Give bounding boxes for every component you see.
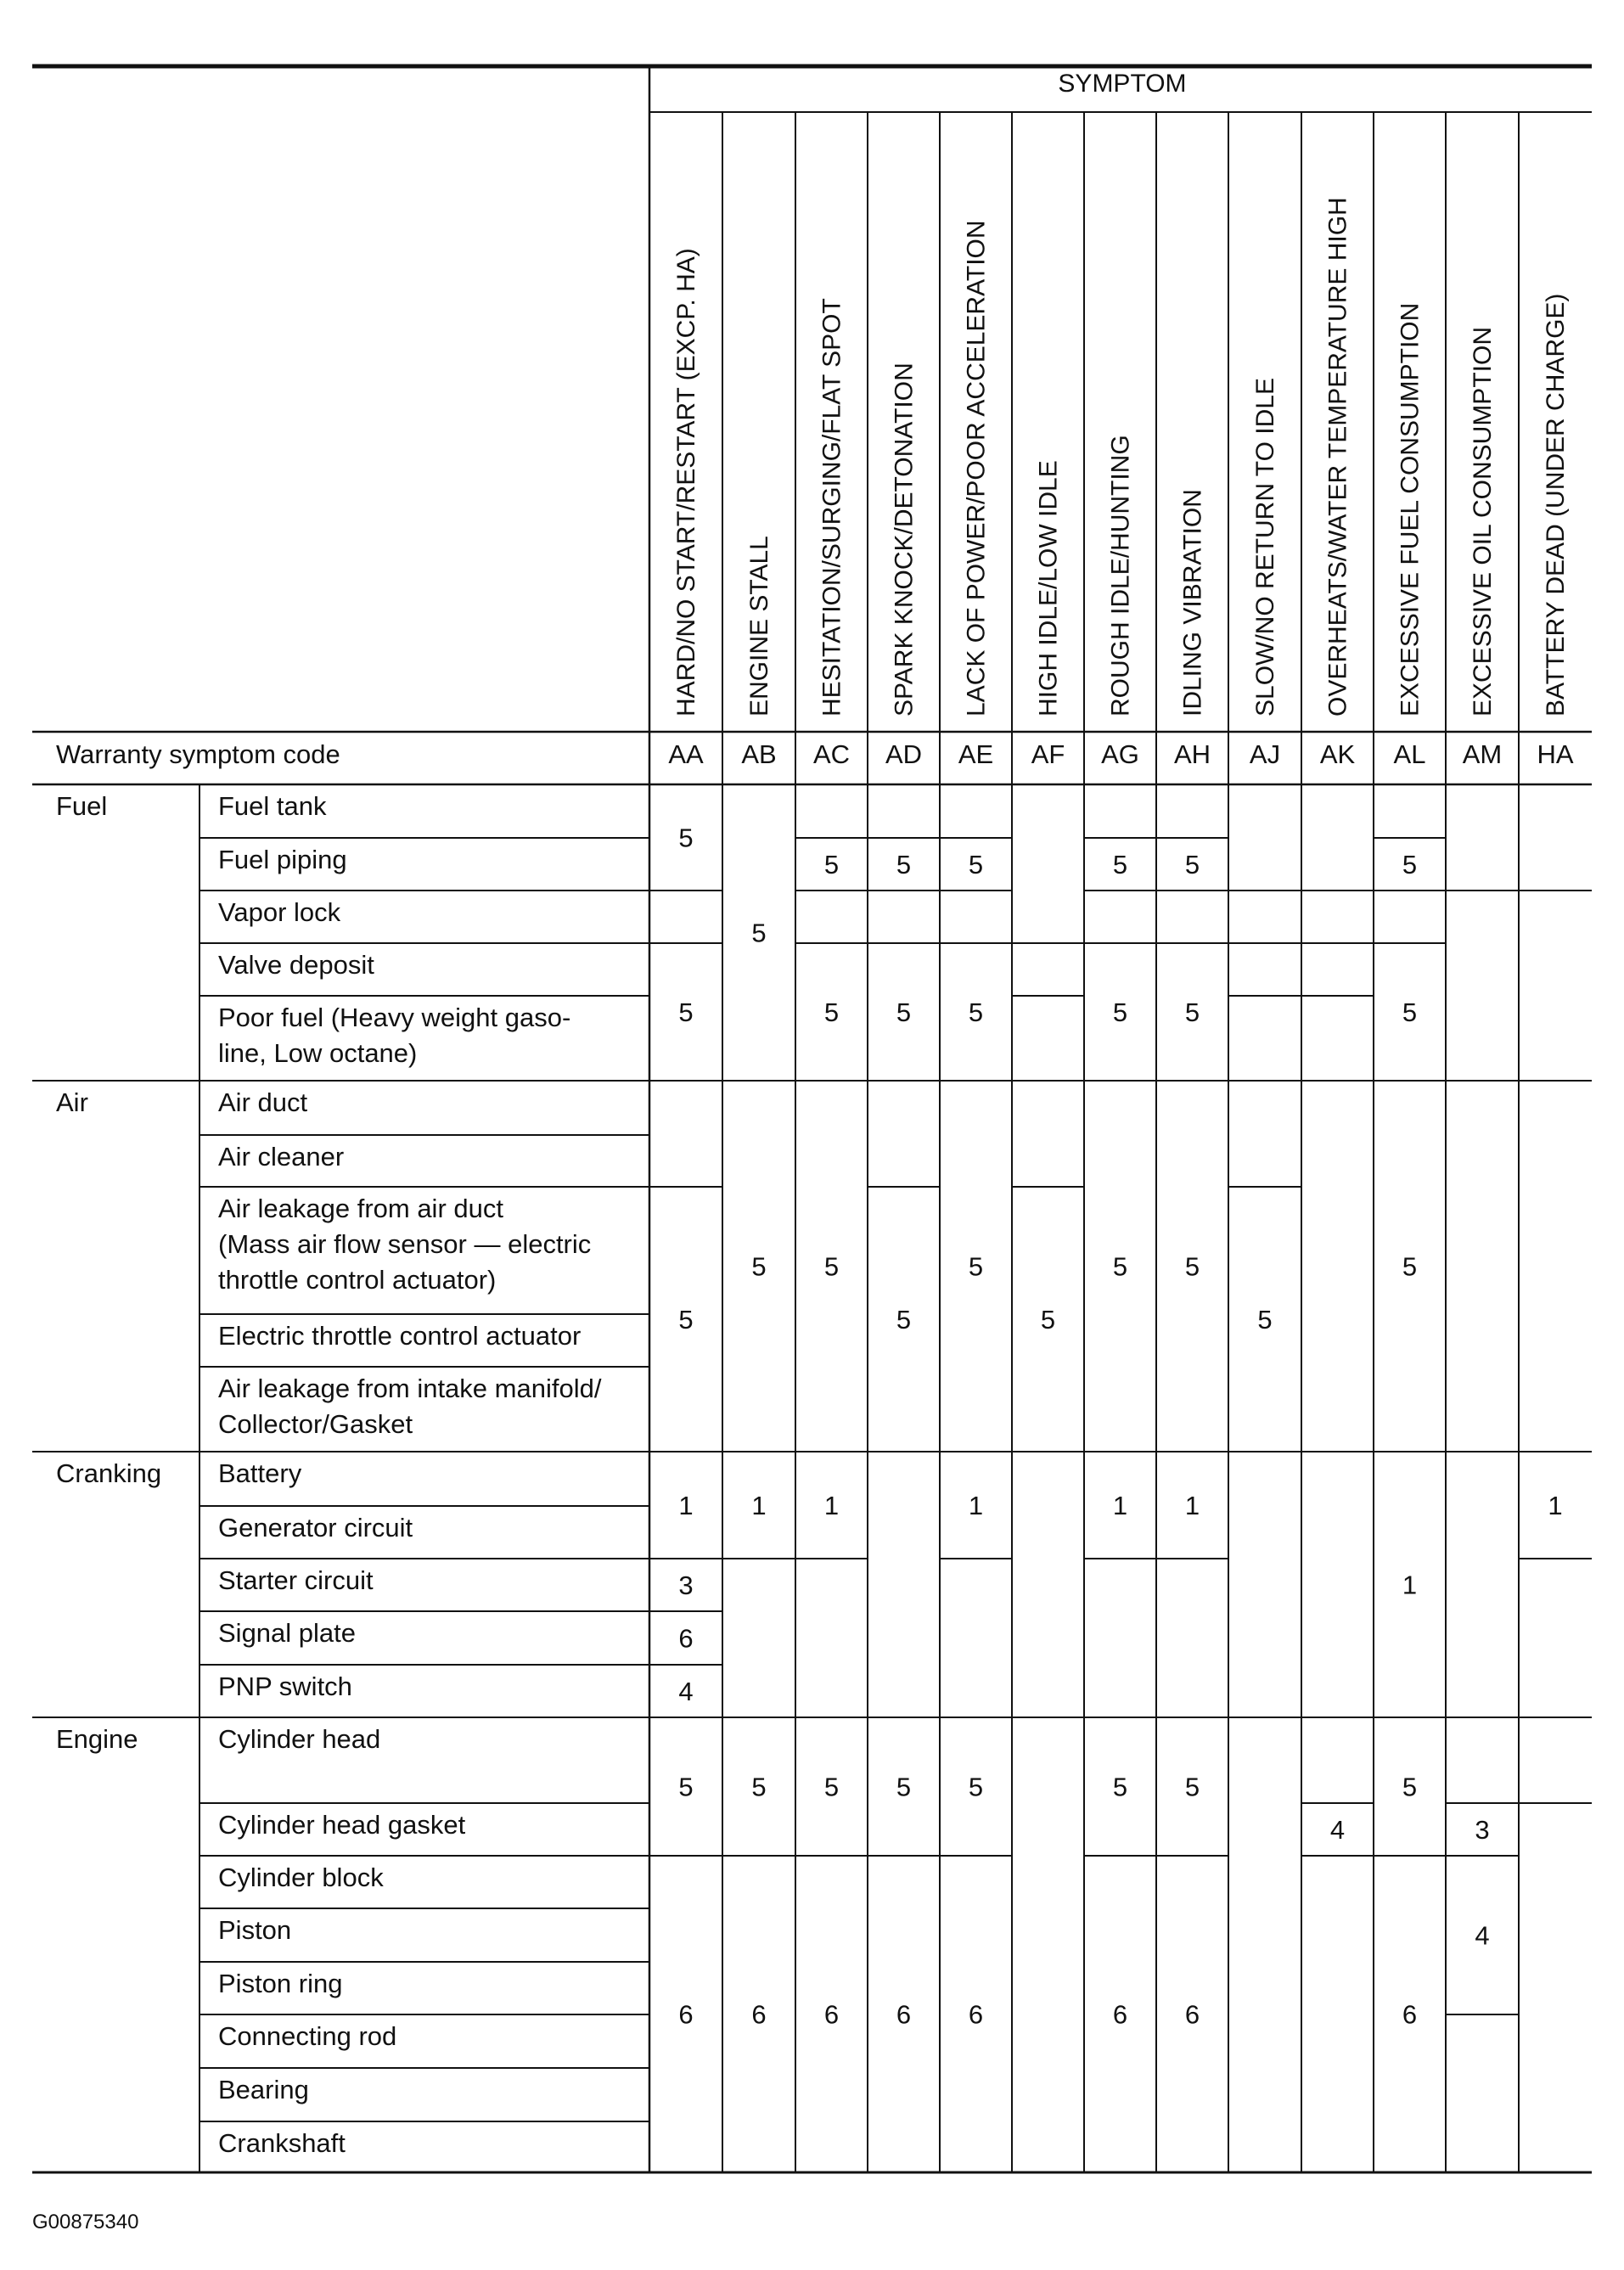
cause-group-name: Engine [56,1724,138,1754]
matrix-cell-value: 5 [678,997,694,1027]
matrix-cell-value: 1 [678,1491,694,1520]
matrix-cell-value: 5 [1040,1305,1056,1334]
matrix-cell-value: 6 [968,1999,984,2030]
cause-item-label: Electric throttle control actuator [218,1321,582,1351]
matrix-cell-value: 6 [823,1999,840,2030]
symptom-column-title: LACK OF POWER/POOR ACCELERATION [962,220,991,716]
symptom-code: AF [1031,739,1065,769]
matrix-cell-value: 6 [896,1999,912,2030]
cause-item-label: Fuel piping [218,845,347,874]
cause-item-label: Bearing [218,2075,309,2104]
matrix-cell-value: 5 [968,1251,984,1282]
matrix-cell-value: 4 [678,1677,694,1706]
matrix-cell-value: 6 [1402,1999,1418,2030]
matrix-cell-value: 5 [1184,997,1200,1027]
cause-item-label: line, Low octane) [218,1038,418,1068]
cause-item-label: Cylinder head [218,1724,381,1754]
cause-item-label: Signal plate [218,1618,357,1648]
cause-item-label: Air cleaner [218,1142,345,1172]
symptom-code: AG [1101,739,1139,769]
cause-item-label: Cylinder block [218,1863,384,1892]
matrix-cell-value: 5 [1402,1251,1418,1282]
symptom-column-codes [668,739,1574,769]
matrix-cell-value: 5 [823,850,840,879]
symptom-column-title: OVERHEATS/WATER TEMPERATURE HIGH [1323,197,1352,716]
symptom-code: AK [1319,739,1356,769]
matrix-cell-value: 1 [1112,1491,1128,1520]
cause-item-label: Valve deposit [218,950,374,980]
symptom-column-title: ROUGH IDLE/HUNTING [1106,435,1135,716]
cause-group-name: Air [56,1087,88,1117]
matrix-cell-value: 5 [896,1772,912,1802]
matrix-cell-value: 4 [1329,1815,1346,1845]
symptom-column-title: HIGH IDLE/LOW IDLE [1034,460,1063,716]
matrix-cell-value: 5 [896,997,912,1027]
cause-item-label: Collector/Gasket [218,1409,413,1439]
symptom-column-title: SPARK KNOCK/DETONATION [890,362,919,716]
symptom-column-title: ENGINE STALL [745,536,773,716]
matrix-cell-value: 5 [1257,1305,1273,1334]
cause-item-label: Air leakage from intake manifold/ [218,1374,602,1403]
matrix-cell-value: 5 [823,1772,840,1802]
cause-item-label: Cylinder head gasket [218,1810,466,1840]
matrix-cell-value: 5 [823,1251,840,1282]
cause-item-label: Piston [218,1915,292,1945]
symptom-column-title: EXCESSIVE OIL CONSUMPTION [1469,327,1497,716]
matrix-cell-value: 5 [1112,1251,1128,1282]
matrix-cell-value: 5 [751,1251,767,1282]
symptom-column-title: SLOW/NO RETURN TO IDLE [1251,378,1279,716]
matrix-cell-value: 5 [1402,997,1418,1027]
matrix-cell-value: 5 [1402,1772,1418,1802]
table-grid-lines [32,66,1592,2172]
symptom-code: AE [958,739,994,769]
cause-item-label: Air duct [218,1087,308,1117]
symptom-code: AJ [1249,739,1281,769]
cause-item-label: Vapor lock [218,897,341,927]
matrix-cell-value: 5 [678,1772,694,1802]
figure-id: G00875340 [32,2211,139,2233]
matrix-cell-value: 5 [968,1772,984,1802]
symptom-column-title: BATTERY DEAD (UNDER CHARGE) [1542,293,1570,716]
matrix-cell-value: 5 [896,1305,912,1334]
matrix-cell-value: 6 [678,1623,694,1654]
matrix-cell-value: 5 [751,1772,767,1802]
matrix-cell-value: 1 [823,1491,840,1520]
matrix-cell-values [678,823,1562,2030]
matrix-cell-value: 5 [678,1305,694,1334]
cause-item-label: Piston ring [218,1969,343,1998]
cause-item-label: Generator circuit [218,1513,413,1542]
symptom-column-title: HESITATION/SURGING/FLAT SPOT [818,298,846,716]
matrix-cell-value: 6 [678,1999,694,2030]
matrix-cell-value: 5 [1112,997,1128,1027]
matrix-cell-value: 1 [968,1491,984,1520]
symptom-code: AC [812,739,851,769]
matrix-cell-value: 1 [751,1491,767,1520]
matrix-cell-value: 5 [823,997,840,1027]
matrix-cell-value: 5 [968,997,984,1027]
matrix-cell-value: 6 [1112,1999,1128,2030]
matrix-cell-value: 4 [1475,1920,1490,1951]
matrix-cell-value: 3 [1475,1815,1490,1845]
matrix-cell-value: 5 [1184,850,1200,879]
symptom-column-title: EXCESSIVE FUEL CONSUMPTION [1396,302,1425,716]
matrix-cell-value: 5 [896,850,912,879]
matrix-cell-value: 6 [1184,1999,1200,2030]
symptom-code: AH [1173,739,1211,769]
cause-item-label: Fuel tank [218,791,327,821]
matrix-cell-value: 3 [678,1570,694,1600]
matrix-cell-value: 5 [751,918,767,948]
matrix-cell-value: 5 [678,823,694,853]
matrix-cell-value: 5 [1184,1772,1200,1802]
cause-item-label: PNP switch [218,1672,352,1701]
cause-item-label: Air leakage from air duct [218,1194,503,1223]
matrix-cell-value: 5 [1402,850,1418,879]
cause-group-name: Fuel [56,791,108,821]
cause-item-label: throttle control actuator) [218,1265,497,1295]
matrix-cell-value: 5 [1112,1772,1128,1802]
matrix-cell-value: 1 [1402,1570,1418,1600]
symptom-code: HA [1537,739,1574,769]
matrix-cell-value: 1 [1184,1491,1200,1520]
matrix-cell-value: 5 [1112,850,1128,879]
cause-item-label: (Mass air flow sensor — electric [218,1229,592,1259]
symptom-code: AB [741,739,777,769]
symptom-column-titles [672,197,1570,716]
symptom-code: AM [1462,739,1503,769]
symptom-code: AD [885,739,923,769]
warranty-code-row-label: Warranty symptom code [56,739,340,769]
matrix-cell-value: 6 [751,1999,767,2030]
cause-item-label: Crankshaft [218,2128,346,2158]
symptom-header: SYMPTOM [1058,70,1187,98]
cause-item-label: Connecting rod [218,2021,397,2051]
matrix-cell-value: 1 [1548,1491,1563,1520]
cause-item-label: Poor fuel (Heavy weight gaso- [218,1003,571,1032]
symptom-code: AL [1393,739,1426,769]
cause-item-label: Battery [218,1458,302,1488]
matrix-cell-value: 5 [1184,1251,1200,1282]
symptom-column-title: IDLING VIBRATION [1178,489,1207,716]
matrix-cell-value: 5 [968,850,984,879]
cause-item-label: Starter circuit [218,1565,374,1595]
cause-group-name: Cranking [56,1458,162,1488]
symptom-column-title: HARD/NO START/RESTART (EXCP. HA) [672,248,700,716]
symptom-code: AA [668,739,704,769]
